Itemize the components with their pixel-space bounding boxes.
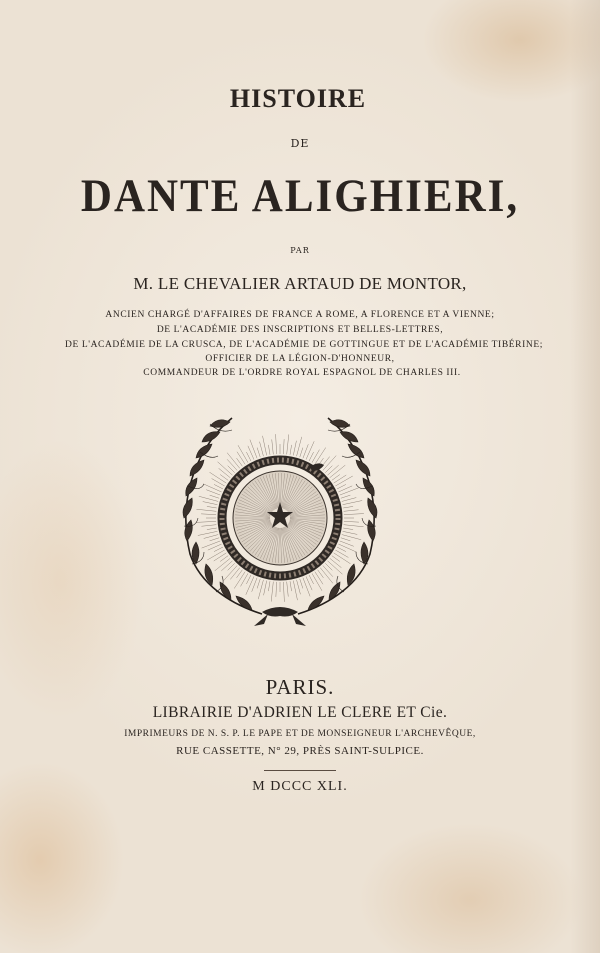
imprint-year: M DCCC XLI. <box>252 779 348 794</box>
title-dante-alighieri: DANTE ALIGHIERI, <box>80 171 520 222</box>
imprint-address: RUE CASSETTE, N° 29, PRÈS SAINT-SULPICE. <box>176 745 424 757</box>
ouroboros-wreath-emblem-icon <box>170 414 390 626</box>
author-qualification: DE L'ACADÉMIE DE LA CRUSCA, DE L'ACADÉMIE DE GOTTINGUE ET DE L'ACADÉMIE TIBÉRINE; <box>65 340 543 350</box>
author-qualification: OFFICIER DE LA LÉGION-D'HONNEUR, <box>205 354 395 364</box>
imprint-publisher: LIBRAIRIE D'ADRIEN LE CLERE ET Cie. <box>152 704 448 721</box>
author-name: M. LE CHEVALIER ARTAUD DE MONTOR, <box>133 274 467 293</box>
author-qualification: ANCIEN CHARGÉ D'AFFAIRES DE FRANCE A ROME, A FLORENCE ET A VIENNE; <box>105 310 495 320</box>
author-qualification: DE L'ACADÉMIE DES INSCRIPTIONS ET BELLES-LETTRES, <box>156 325 444 335</box>
author-qualification: COMMANDEUR DE L'ORDRE ROYAL ESPAGNOL DE CHARLES III. <box>143 368 461 378</box>
title-par: PAR <box>290 246 310 255</box>
divider-rule <box>264 770 336 771</box>
title-histoire: HISTOIRE <box>229 84 367 113</box>
imprint-printers: IMPRIMEURS DE N. S. P. LE PAPE ET DE MONSEIGNEUR L'ARCHEVÊQUE, <box>124 729 476 739</box>
title-de: DE <box>290 137 310 150</box>
imprint-city: PARIS. <box>265 675 335 699</box>
